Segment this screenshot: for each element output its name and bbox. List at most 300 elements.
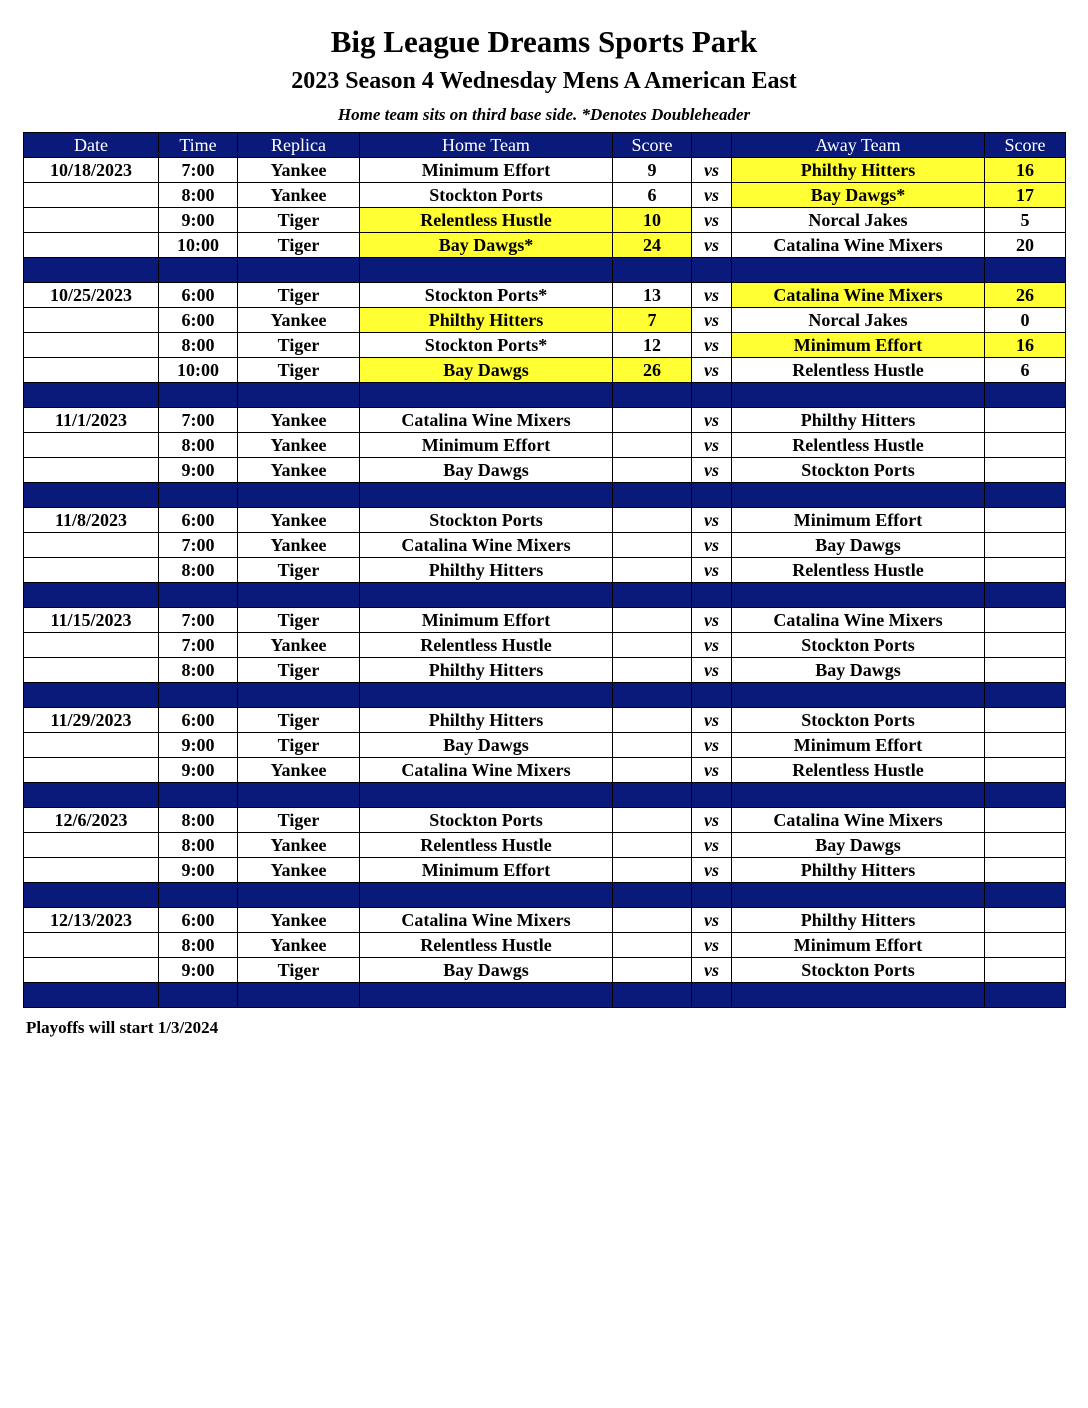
away-team: Stockton Ports xyxy=(732,458,985,483)
home-score xyxy=(613,958,692,983)
away-team: Philthy Hitters xyxy=(732,858,985,883)
game-row xyxy=(24,633,1066,658)
separator-cell xyxy=(238,383,360,408)
game-row xyxy=(24,233,1066,258)
home-score xyxy=(613,533,692,558)
separator-cell xyxy=(360,483,613,508)
away-score xyxy=(985,858,1066,883)
separator-cell xyxy=(613,883,692,908)
separator-cell xyxy=(238,258,360,283)
home-team: Minimum Effort xyxy=(360,433,613,458)
separator-cell xyxy=(613,258,692,283)
separator-cell xyxy=(238,783,360,808)
game-date xyxy=(24,758,159,783)
game-date xyxy=(24,458,159,483)
game-row xyxy=(24,958,1066,983)
separator-cell xyxy=(985,383,1066,408)
game-date: 12/13/2023 xyxy=(24,908,159,933)
replica-field: Tiger xyxy=(238,608,360,633)
home-team: Stockton Ports* xyxy=(360,333,613,358)
col-header-date: Date xyxy=(24,133,159,158)
home-team: Minimum Effort xyxy=(360,158,613,183)
game-date: 11/15/2023 xyxy=(24,608,159,633)
vs-label: vs xyxy=(692,508,732,533)
game-date: 10/25/2023 xyxy=(24,283,159,308)
away-team: Stockton Ports xyxy=(732,633,985,658)
game-time: 10:00 xyxy=(159,358,238,383)
game-time: 10:00 xyxy=(159,233,238,258)
game-time: 9:00 xyxy=(159,733,238,758)
away-team: Bay Dawgs* xyxy=(732,183,985,208)
game-time: 9:00 xyxy=(159,458,238,483)
game-date: 11/8/2023 xyxy=(24,508,159,533)
home-score: 9 xyxy=(613,158,692,183)
game-time: 6:00 xyxy=(159,708,238,733)
game-time: 6:00 xyxy=(159,283,238,308)
vs-label: vs xyxy=(692,158,732,183)
vs-label: vs xyxy=(692,458,732,483)
home-team: Catalina Wine Mixers xyxy=(360,408,613,433)
separator-cell xyxy=(692,783,732,808)
separator-cell xyxy=(985,983,1066,1008)
separator-row xyxy=(24,258,1066,283)
game-row xyxy=(24,183,1066,208)
home-score xyxy=(613,858,692,883)
game-date xyxy=(24,558,159,583)
separator-cell xyxy=(360,983,613,1008)
vs-label: vs xyxy=(692,333,732,358)
separator-cell xyxy=(613,983,692,1008)
separator-cell xyxy=(613,583,692,608)
away-team: Norcal Jakes xyxy=(732,308,985,333)
separator-cell xyxy=(985,258,1066,283)
separator-cell xyxy=(24,383,159,408)
game-date: 10/18/2023 xyxy=(24,158,159,183)
game-date xyxy=(24,733,159,758)
game-time: 7:00 xyxy=(159,608,238,633)
replica-field: Tiger xyxy=(238,958,360,983)
game-time: 8:00 xyxy=(159,658,238,683)
vs-label: vs xyxy=(692,208,732,233)
away-score xyxy=(985,558,1066,583)
game-time: 8:00 xyxy=(159,183,238,208)
home-score xyxy=(613,933,692,958)
home-team: Catalina Wine Mixers xyxy=(360,533,613,558)
game-date: 11/1/2023 xyxy=(24,408,159,433)
separator-row xyxy=(24,383,1066,408)
game-row xyxy=(24,283,1066,308)
home-score xyxy=(613,658,692,683)
separator-cell xyxy=(692,583,732,608)
vs-label: vs xyxy=(692,233,732,258)
away-score: 17 xyxy=(985,183,1066,208)
vs-label: vs xyxy=(692,308,732,333)
home-score xyxy=(613,808,692,833)
away-team: Relentless Hustle xyxy=(732,358,985,383)
playoffs-note: Playoffs will start 1/3/2024 xyxy=(26,1018,219,1037)
game-date xyxy=(24,208,159,233)
away-score: 16 xyxy=(985,158,1066,183)
game-date xyxy=(24,833,159,858)
away-score xyxy=(985,608,1066,633)
game-date: 11/29/2023 xyxy=(24,708,159,733)
game-row xyxy=(24,158,1066,183)
game-time: 8:00 xyxy=(159,558,238,583)
game-time: 6:00 xyxy=(159,308,238,333)
replica-field: Yankee xyxy=(238,858,360,883)
vs-label: vs xyxy=(692,433,732,458)
game-row xyxy=(24,833,1066,858)
away-score: 16 xyxy=(985,333,1066,358)
game-row xyxy=(24,408,1066,433)
away-score xyxy=(985,808,1066,833)
game-date xyxy=(24,233,159,258)
game-date xyxy=(24,633,159,658)
home-team: Catalina Wine Mixers xyxy=(360,758,613,783)
game-row xyxy=(24,733,1066,758)
replica-field: Tiger xyxy=(238,283,360,308)
separator-cell xyxy=(985,883,1066,908)
game-time: 7:00 xyxy=(159,158,238,183)
separator-cell xyxy=(24,258,159,283)
page-note: Home team sits on third base side. *Denotes Doubleheader xyxy=(337,105,751,124)
away-score: 20 xyxy=(985,233,1066,258)
separator-cell xyxy=(692,683,732,708)
separator-cell xyxy=(360,583,613,608)
home-score xyxy=(613,558,692,583)
replica-field: Yankee xyxy=(238,458,360,483)
replica-field: Yankee xyxy=(238,533,360,558)
away-score xyxy=(985,508,1066,533)
separator-cell xyxy=(732,583,985,608)
separator-cell xyxy=(238,583,360,608)
away-team: Minimum Effort xyxy=(732,933,985,958)
separator-cell xyxy=(692,383,732,408)
separator-cell xyxy=(238,683,360,708)
replica-field: Tiger xyxy=(238,333,360,358)
away-team: Catalina Wine Mixers xyxy=(732,808,985,833)
replica-field: Tiger xyxy=(238,733,360,758)
separator-cell xyxy=(613,683,692,708)
vs-label: vs xyxy=(692,908,732,933)
replica-field: Yankee xyxy=(238,433,360,458)
game-row xyxy=(24,508,1066,533)
away-team: Minimum Effort xyxy=(732,508,985,533)
vs-label: vs xyxy=(692,358,732,383)
away-team: Relentless Hustle xyxy=(732,558,985,583)
away-team: Catalina Wine Mixers xyxy=(732,608,985,633)
separator-cell xyxy=(985,783,1066,808)
away-team: Philthy Hitters xyxy=(732,408,985,433)
home-score: 7 xyxy=(613,308,692,333)
game-row xyxy=(24,433,1066,458)
game-time: 9:00 xyxy=(159,758,238,783)
separator-cell xyxy=(159,783,238,808)
home-team: Catalina Wine Mixers xyxy=(360,908,613,933)
separator-cell xyxy=(732,883,985,908)
game-row xyxy=(24,308,1066,333)
away-team: Philthy Hitters xyxy=(732,158,985,183)
game-time: 7:00 xyxy=(159,633,238,658)
separator-cell xyxy=(238,483,360,508)
away-score xyxy=(985,958,1066,983)
vs-label: vs xyxy=(692,808,732,833)
away-score xyxy=(985,658,1066,683)
replica-field: Yankee xyxy=(238,508,360,533)
home-team: Stockton Ports xyxy=(360,183,613,208)
home-score xyxy=(613,458,692,483)
col-header-replica: Replica xyxy=(238,133,360,158)
game-date xyxy=(24,333,159,358)
separator-cell xyxy=(732,983,985,1008)
game-row xyxy=(24,358,1066,383)
home-score xyxy=(613,508,692,533)
separator-cell xyxy=(732,258,985,283)
away-score xyxy=(985,833,1066,858)
away-score: 6 xyxy=(985,358,1066,383)
separator-cell xyxy=(985,483,1066,508)
game-time: 9:00 xyxy=(159,208,238,233)
away-score: 0 xyxy=(985,308,1066,333)
away-team: Minimum Effort xyxy=(732,333,985,358)
home-score xyxy=(613,433,692,458)
separator-cell xyxy=(732,683,985,708)
home-score: 13 xyxy=(613,283,692,308)
home-score xyxy=(613,908,692,933)
game-row xyxy=(24,758,1066,783)
game-row xyxy=(24,533,1066,558)
separator-row xyxy=(24,683,1066,708)
separator-cell xyxy=(159,383,238,408)
replica-field: Yankee xyxy=(238,158,360,183)
replica-field: Yankee xyxy=(238,758,360,783)
away-score xyxy=(985,633,1066,658)
home-team: Bay Dawgs xyxy=(360,458,613,483)
home-team: Stockton Ports xyxy=(360,508,613,533)
game-row xyxy=(24,658,1066,683)
separator-cell xyxy=(360,683,613,708)
separator-cell xyxy=(732,483,985,508)
home-team: Philthy Hitters xyxy=(360,708,613,733)
vs-label: vs xyxy=(692,633,732,658)
game-time: 9:00 xyxy=(159,858,238,883)
replica-field: Tiger xyxy=(238,208,360,233)
away-score: 26 xyxy=(985,283,1066,308)
away-score xyxy=(985,933,1066,958)
separator-cell xyxy=(238,983,360,1008)
away-score xyxy=(985,733,1066,758)
home-score xyxy=(613,708,692,733)
separator-cell xyxy=(692,258,732,283)
separator-cell xyxy=(24,883,159,908)
away-team: Catalina Wine Mixers xyxy=(732,283,985,308)
vs-label: vs xyxy=(692,283,732,308)
game-time: 8:00 xyxy=(159,933,238,958)
home-team: Bay Dawgs xyxy=(360,733,613,758)
home-team: Relentless Hustle xyxy=(360,208,613,233)
separator-cell xyxy=(24,983,159,1008)
away-score xyxy=(985,458,1066,483)
separator-cell xyxy=(24,583,159,608)
away-team: Relentless Hustle xyxy=(732,433,985,458)
replica-field: Tiger xyxy=(238,558,360,583)
home-score: 12 xyxy=(613,333,692,358)
home-team: Philthy Hitters xyxy=(360,658,613,683)
table-header-row xyxy=(24,133,1066,158)
separator-cell xyxy=(159,983,238,1008)
home-team: Relentless Hustle xyxy=(360,833,613,858)
separator-row xyxy=(24,983,1066,1008)
col-header-vs xyxy=(692,133,732,158)
home-score xyxy=(613,833,692,858)
away-team: Stockton Ports xyxy=(732,958,985,983)
replica-field: Yankee xyxy=(238,308,360,333)
vs-label: vs xyxy=(692,658,732,683)
vs-label: vs xyxy=(692,833,732,858)
separator-cell xyxy=(732,783,985,808)
replica-field: Yankee xyxy=(238,408,360,433)
game-date xyxy=(24,533,159,558)
game-date xyxy=(24,658,159,683)
away-score: 5 xyxy=(985,208,1066,233)
separator-cell xyxy=(24,783,159,808)
game-date xyxy=(24,433,159,458)
game-row xyxy=(24,708,1066,733)
game-time: 8:00 xyxy=(159,833,238,858)
home-score xyxy=(613,633,692,658)
col-header-away-team: Away Team xyxy=(732,133,985,158)
separator-cell xyxy=(24,683,159,708)
col-header-home-team: Home Team xyxy=(360,133,613,158)
vs-label: vs xyxy=(692,408,732,433)
separator-cell xyxy=(985,683,1066,708)
replica-field: Tiger xyxy=(238,708,360,733)
vs-label: vs xyxy=(692,608,732,633)
away-score xyxy=(985,433,1066,458)
replica-field: Yankee xyxy=(238,833,360,858)
home-score xyxy=(613,733,692,758)
game-time: 6:00 xyxy=(159,508,238,533)
home-score: 10 xyxy=(613,208,692,233)
home-score xyxy=(613,408,692,433)
replica-field: Tiger xyxy=(238,808,360,833)
separator-cell xyxy=(159,683,238,708)
replica-field: Tiger xyxy=(238,233,360,258)
away-team: Norcal Jakes xyxy=(732,208,985,233)
replica-field: Tiger xyxy=(238,358,360,383)
game-time: 8:00 xyxy=(159,433,238,458)
separator-cell xyxy=(692,983,732,1008)
away-score xyxy=(985,708,1066,733)
replica-field: Tiger xyxy=(238,658,360,683)
schedule-table xyxy=(23,132,1066,1008)
away-score xyxy=(985,758,1066,783)
col-header-time: Time xyxy=(159,133,238,158)
home-team: Philthy Hitters xyxy=(360,308,613,333)
vs-label: vs xyxy=(692,958,732,983)
home-team: Philthy Hitters xyxy=(360,558,613,583)
away-team: Bay Dawgs xyxy=(732,533,985,558)
away-team: Minimum Effort xyxy=(732,733,985,758)
replica-field: Yankee xyxy=(238,933,360,958)
separator-row xyxy=(24,883,1066,908)
game-date xyxy=(24,183,159,208)
separator-cell xyxy=(159,883,238,908)
game-date xyxy=(24,858,159,883)
away-team: Bay Dawgs xyxy=(732,658,985,683)
home-team: Minimum Effort xyxy=(360,858,613,883)
separator-cell xyxy=(732,383,985,408)
away-score xyxy=(985,533,1066,558)
home-team: Bay Dawgs xyxy=(360,958,613,983)
game-row xyxy=(24,558,1066,583)
replica-field: Yankee xyxy=(238,183,360,208)
away-team: Catalina Wine Mixers xyxy=(732,233,985,258)
home-team: Minimum Effort xyxy=(360,608,613,633)
vs-label: vs xyxy=(692,183,732,208)
separator-cell xyxy=(159,258,238,283)
separator-cell xyxy=(613,383,692,408)
separator-cell xyxy=(613,783,692,808)
home-score xyxy=(613,608,692,633)
game-row xyxy=(24,808,1066,833)
page-subtitle: 2023 Season 4 Wednesday Mens A American East xyxy=(291,68,797,94)
replica-field: Yankee xyxy=(238,633,360,658)
home-team: Stockton Ports* xyxy=(360,283,613,308)
away-team: Stockton Ports xyxy=(732,708,985,733)
separator-cell xyxy=(360,383,613,408)
vs-label: vs xyxy=(692,933,732,958)
game-time: 6:00 xyxy=(159,908,238,933)
separator-cell xyxy=(692,883,732,908)
away-score xyxy=(985,408,1066,433)
vs-label: vs xyxy=(692,708,732,733)
game-row xyxy=(24,608,1066,633)
home-team: Bay Dawgs* xyxy=(360,233,613,258)
home-team: Relentless Hustle xyxy=(360,933,613,958)
col-header-home-score: Score xyxy=(613,133,692,158)
home-team: Stockton Ports xyxy=(360,808,613,833)
separator-cell xyxy=(360,258,613,283)
separator-cell xyxy=(159,583,238,608)
vs-label: vs xyxy=(692,758,732,783)
game-row xyxy=(24,858,1066,883)
away-team: Philthy Hitters xyxy=(732,908,985,933)
separator-cell xyxy=(613,483,692,508)
col-header-away-score: Score xyxy=(985,133,1066,158)
away-team: Relentless Hustle xyxy=(732,758,985,783)
home-score: 24 xyxy=(613,233,692,258)
home-score: 26 xyxy=(613,358,692,383)
separator-row xyxy=(24,583,1066,608)
game-date xyxy=(24,933,159,958)
game-time: 7:00 xyxy=(159,408,238,433)
game-row xyxy=(24,908,1066,933)
separator-cell xyxy=(985,583,1066,608)
vs-label: vs xyxy=(692,858,732,883)
game-time: 9:00 xyxy=(159,958,238,983)
away-score xyxy=(985,908,1066,933)
separator-cell xyxy=(360,783,613,808)
game-date: 12/6/2023 xyxy=(24,808,159,833)
vs-label: vs xyxy=(692,733,732,758)
home-score: 6 xyxy=(613,183,692,208)
home-team: Bay Dawgs xyxy=(360,358,613,383)
game-row xyxy=(24,933,1066,958)
page-title: Big League Dreams Sports Park xyxy=(330,24,758,59)
game-date xyxy=(24,358,159,383)
separator-cell xyxy=(238,883,360,908)
